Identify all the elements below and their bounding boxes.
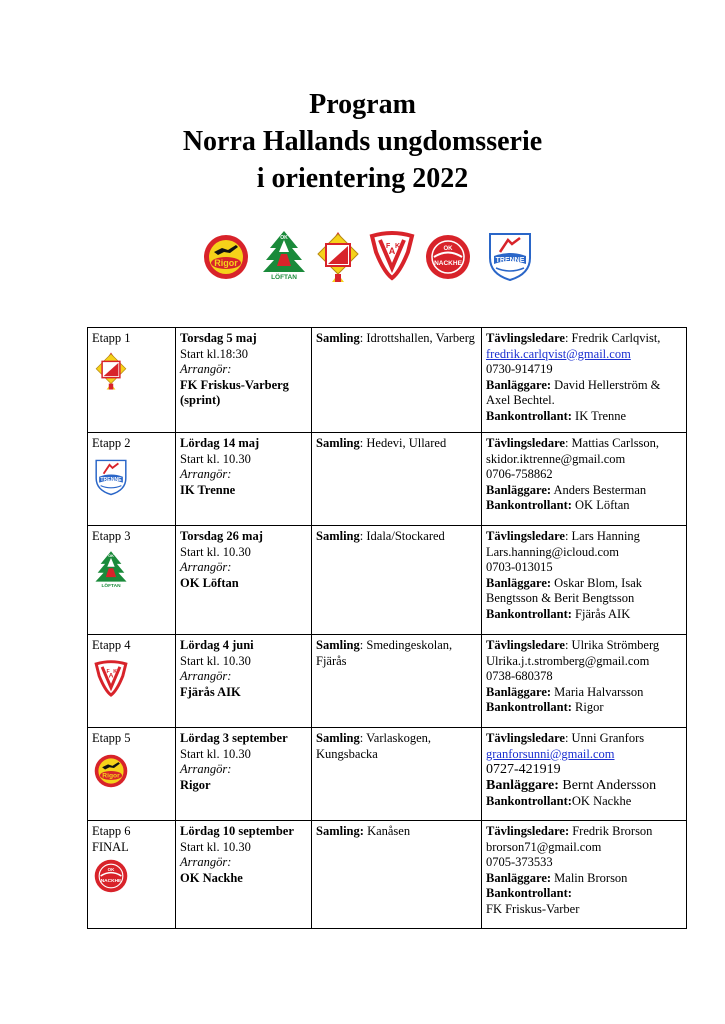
- email-link[interactable]: granforsunni@gmail.com: [486, 746, 615, 761]
- stage-organizer: FK Friskus-Varberg: [180, 377, 289, 392]
- fjaras-aik-logo: [93, 658, 129, 698]
- stage-organizer: Rigor: [180, 777, 211, 792]
- date-cell: Lördag 14 maj Start kl. 10.30 Arrangör: IK Trenne: [176, 433, 312, 526]
- fk-friskus-logo: [93, 351, 129, 391]
- samling-cell: Samling: Idala/Stockared: [312, 526, 482, 635]
- contact-cell: Tävlingsledare: Lars Hanning Lars.hanning@icloud.com 0703-013015 Banläggare: Oskar Blom, Isak Bengtsson & Berit Bengtsson Bankontrollant: Fjärås AIK: [482, 526, 687, 635]
- email-text: Lars.hanning@icloud.com: [486, 544, 620, 559]
- stage-organizer: OK Nackhe: [180, 870, 243, 885]
- fk-friskus-logo: [314, 230, 362, 284]
- etapp-cell: Etapp 5: [88, 728, 176, 821]
- stage-date: Lördag 3 september: [180, 731, 288, 745]
- stage-date: Torsdag 5 maj: [180, 331, 257, 345]
- etapp-cell: Etapp 3: [88, 526, 176, 635]
- date-cell: Lördag 10 september Start kl. 10.30 Arrangör: OK Nackhe: [176, 821, 312, 929]
- phone: 0706-758862: [486, 467, 553, 482]
- club-logos-row: [0, 226, 725, 286]
- arrangor-label: Arrangör: [180, 855, 228, 870]
- final-label: FINAL: [92, 839, 129, 854]
- contact-cell: Tävlingsledare: Mattias Carlsson, skidor.iktrenne@gmail.com 0706-758862 Banläggare: Anders Besterman Bankontrollant: OK Löftan: [482, 433, 687, 526]
- title-line-1: Program: [309, 89, 416, 120]
- stage-start: Start kl. 10.30: [180, 544, 251, 559]
- title-line-3: i orientering 2022: [256, 163, 469, 194]
- phone: 0738-680378: [486, 669, 553, 684]
- email-text: skidor.iktrenne@gmail.com: [486, 451, 626, 466]
- etapp-cell: Etapp 1: [88, 328, 176, 433]
- arrangor-label: Arrangör: [180, 762, 228, 777]
- date-cell: Lördag 3 september Start kl. 10.30 Arrangör: Rigor: [176, 728, 312, 821]
- stage-start: Start kl. 10.30: [180, 746, 251, 761]
- stage-organizer-extra: (sprint): [180, 393, 221, 408]
- contact-cell: Tävlingsledare: Ulrika Strömberg Ulrika.j.t.stromberg@gmail.com 0738-680378 Banläggare: Maria Halvarsson Bankontrollant: Rigor: [482, 635, 687, 728]
- samling-cell: Samling: Varlaskogen, Kungsbacka: [312, 728, 482, 821]
- arrangor-label: Arrangör: [180, 669, 228, 684]
- etapp-cell: Etapp 2: [88, 433, 176, 526]
- table-row: [88, 526, 687, 635]
- title-line-2: Norra Hallands ungdomsserie: [182, 126, 543, 157]
- date-cell: Torsdag 26 maj Start kl. 10.30 Arrangör: OK Löftan: [176, 526, 312, 635]
- stage-start: Start kl.18:30: [180, 346, 249, 361]
- phone: 0705-373533: [486, 855, 553, 870]
- phone: 0703-013015: [486, 560, 553, 575]
- page-title: [0, 86, 725, 197]
- ok-loftan-logo: [93, 549, 129, 589]
- arrangor-label: Arrangör: [180, 362, 228, 377]
- stage-date: Lördag 10 september: [180, 824, 294, 838]
- ok-nackhe-logo: [93, 856, 129, 896]
- contact-cell: Tävlingsledare: Fredrik Carlqvist, fredrik.carlqvist@gmail.com 0730-914719 Banläggare: David Hellerström & Axel Bechtel. Bankontrollant: IK Trenne: [482, 328, 687, 433]
- contact-cell: Tävlingsledare: Unni Granfors granforsunni@gmail.com 0727-421919 Banläggare: Bernt Andersson Bankontrollant:OK Nackhe: [482, 728, 687, 821]
- etapp-cell: Etapp 4: [88, 635, 176, 728]
- table-row: [88, 433, 687, 526]
- ok-loftan-logo: [260, 228, 308, 282]
- stage-start: Start kl. 10.30: [180, 451, 251, 466]
- table-row: [88, 821, 687, 929]
- arrangor-label: Arrangör: [180, 560, 228, 575]
- stage-organizer: OK Löftan: [180, 575, 239, 590]
- stage-start: Start kl. 10.30: [180, 839, 251, 854]
- contact-cell: Tävlingsledare: Fredrik Brorson brorson71@gmail.com 0705-373533 Banläggare: Malin Brorson Bankontrollant: FK Friskus-Varber: [482, 821, 687, 929]
- date-cell: Torsdag 5 maj Start kl.18:30 Arrangör: FK Friskus-Varberg (sprint): [176, 328, 312, 433]
- phone: 0727-421919: [486, 762, 561, 778]
- rigor-club-logo: [202, 230, 250, 284]
- ok-nackhe-logo: [424, 230, 472, 284]
- stage-start: Start kl. 10.30: [180, 653, 251, 668]
- table-row: [88, 728, 687, 821]
- fjaras-aik-logo: [368, 228, 416, 282]
- stage-organizer: Fjärås AIK: [180, 684, 241, 699]
- arrangor-label: Arrangör: [180, 467, 228, 482]
- samling-cell: Samling: Hedevi, Ullared: [312, 433, 482, 526]
- samling-cell: Samling: Kanåsen: [312, 821, 482, 929]
- samling-cell: Samling: Idrottshallen, Varberg: [312, 328, 482, 433]
- date-cell: Lördag 4 juni Start kl. 10.30 Arrangör: Fjärås AIK: [176, 635, 312, 728]
- table-row: [88, 328, 687, 433]
- stage-date: Lördag 14 maj: [180, 436, 260, 450]
- stage-organizer: IK Trenne: [180, 482, 236, 497]
- etapp-cell: Etapp 6 FINAL: [88, 821, 176, 929]
- program-table: [87, 327, 687, 929]
- phone: 0730-914719: [486, 362, 553, 377]
- ik-trenne-logo: [93, 456, 129, 496]
- email-text: Ulrika.j.t.stromberg@gmail.com: [486, 653, 650, 668]
- email-link[interactable]: fredrik.carlqvist@gmail.com: [486, 346, 631, 361]
- stage-date: Torsdag 26 maj: [180, 529, 263, 543]
- samling-cell: Samling: Smedingeskolan, Fjärås: [312, 635, 482, 728]
- table-row: [88, 635, 687, 728]
- email-text: brorson71@gmail.com: [486, 839, 602, 854]
- ik-trenne-logo: [486, 228, 534, 282]
- rigor-club-logo: [93, 751, 129, 791]
- stage-date: Lördag 4 juni: [180, 638, 254, 652]
